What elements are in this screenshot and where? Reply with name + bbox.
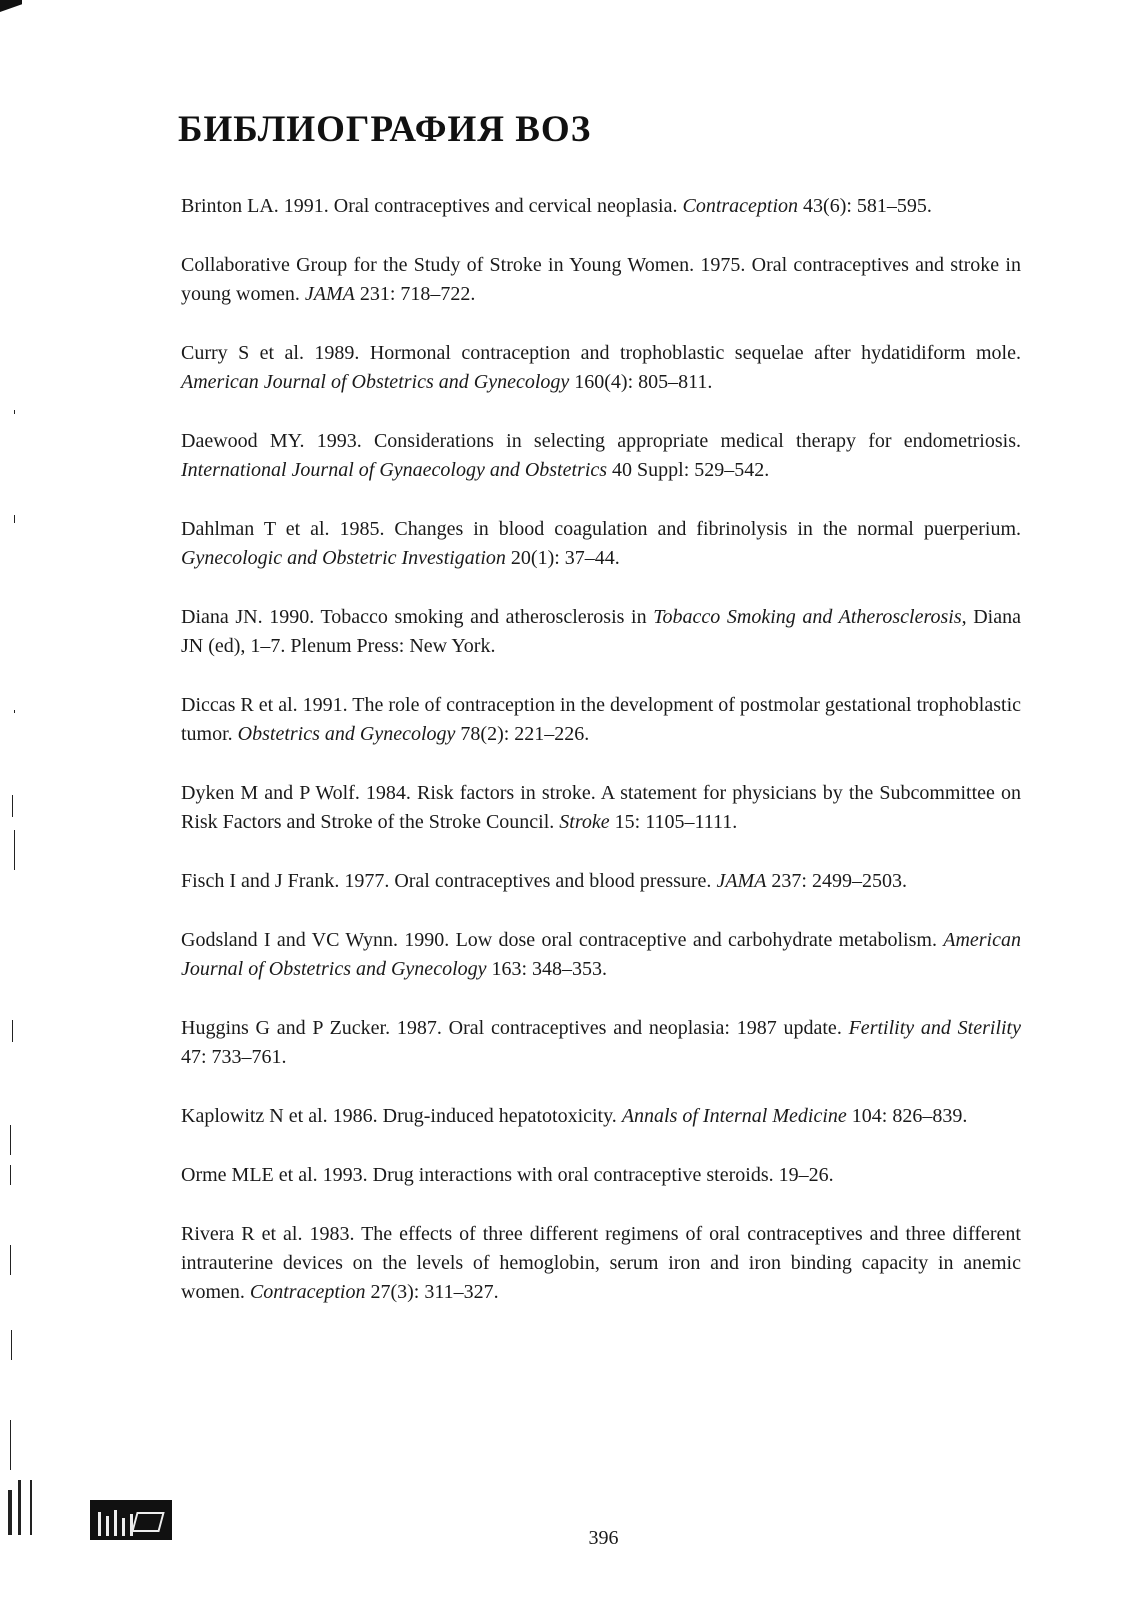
reference-entry [181,1161,1021,1190]
reference-journal: Gynecologic and Obstetric Investigation [181,547,506,569]
reference-text: Dyken M and P Wolf. 1984. Risk factors in stroke. A statement for physicians by the Subcommittee on Risk Factors and Stroke of the Stroke Council. [181,782,1021,833]
page-number: 396 [588,1527,619,1549]
reference-text: Collaborative Group for the Study of Stroke in Young Women. 1975. Oral contraceptives and stroke in young women. [181,254,1021,305]
reference-journal: JAMA [304,283,355,305]
reference-entry [181,1102,1021,1131]
reference-entry [181,1014,1021,1072]
reference-entry [181,427,1021,485]
reference-details: 20(1): 37–44. [505,547,620,569]
reference-entry [181,515,1021,573]
reference-entry [181,339,1021,397]
reference-details: , Diana JN (ed), 1–7. Plenum Press: New York. [181,606,1021,657]
reference-text: Huggins G and P Zucker. 1987. Oral contraceptives and neoplasia: 1987 update. [181,1017,849,1039]
reference-text: Diana JN. 1990. Tobacco smoking and atherosclerosis in [181,606,654,628]
reference-text: Fisch I and J Frank. 1977. Oral contraceptives and blood pressure. [181,870,717,892]
reference-entry [181,603,1021,661]
reference-text: Curry S et al. 1989. Hormonal contraception and trophoblastic sequelae after hydatidiform mole. [181,342,1021,364]
reference-journal: American Journal of Obstetrics and Gynecology [181,371,570,393]
reference-entry [181,867,1021,896]
reference-entry [181,251,1021,309]
reference-entry [181,926,1021,984]
reference-entry [181,192,1021,221]
reference-journal: Contraception [682,195,799,217]
scan-margin-artifacts [0,0,60,1600]
reference-entry [181,1220,1021,1307]
reference-journal: Annals of Internal Medicine [621,1105,847,1127]
reference-details: 160(4): 805–811. [569,371,713,393]
reference-text: Godsland I and VC Wynn. 1990. Low dose oral contraceptive and carbohydrate metabolism. [181,929,944,951]
reference-entry [181,779,1021,837]
reference-details: 27(3): 311–327. [365,1281,499,1303]
reference-text: Diccas R et al. 1991. The role of contraception in the development of postmolar gestational trophoblastic tumor. [181,694,1021,745]
reference-details: 47: 733–761. [181,1046,287,1068]
reference-text: Rivera R et al. 1983. The effects of three different regimens of oral contraceptives and three different intrauterine devices on the levels of hemoglobin, serum iron and iron binding capacity in anemic women. [181,1223,1021,1303]
reference-details: 231: 718–722. [354,283,476,305]
reference-details: 15: 1105–1111. [609,811,738,833]
reference-details: 40 Suppl: 529–542. [607,459,770,481]
reference-text: Orme MLE et al. 1993. Drug interactions with oral contraceptive steroids. 19–26. [181,1164,834,1186]
reference-journal: American Journal of Obstetrics and Gynecology [181,929,1021,980]
reference-details: 78(2): 221–226. [455,723,590,745]
reference-journal: Fertility and Sterility [848,1017,1021,1039]
reference-details: 163: 348–353. [486,958,608,980]
reference-journal: Contraception [249,1281,366,1303]
reference-journal: JAMA [716,870,767,892]
reference-list [181,192,1021,1337]
reference-details: 104: 826–839. [846,1105,968,1127]
page-title: БИБЛИОГРАФИЯ ВОЗ [178,109,592,150]
reference-journal: Tobacco Smoking and Atherosclerosis [653,606,962,628]
reference-text: Brinton LA. 1991. Oral contraceptives and cervical neoplasia. [181,195,683,217]
reference-text: Dahlman T et al. 1985. Changes in blood coagulation and fibrinolysis in the normal puerperium. [181,518,1021,540]
reference-journal: Stroke [559,811,610,833]
reference-journal: Obstetrics and Gynecology [237,723,456,745]
reference-details: 237: 2499–2503. [766,870,907,892]
reference-text: Kaplowitz N et al. 1986. Drug-induced hepatotoxicity. [181,1105,622,1127]
reference-journal: International Journal of Gynaecology and Obstetrics [181,459,608,481]
reference-text: Daewood MY. 1993. Considerations in selecting appropriate medical therapy for endometriosis. [181,430,1021,452]
reference-details: 43(6): 581–595. [798,195,932,217]
reference-entry [181,691,1021,749]
